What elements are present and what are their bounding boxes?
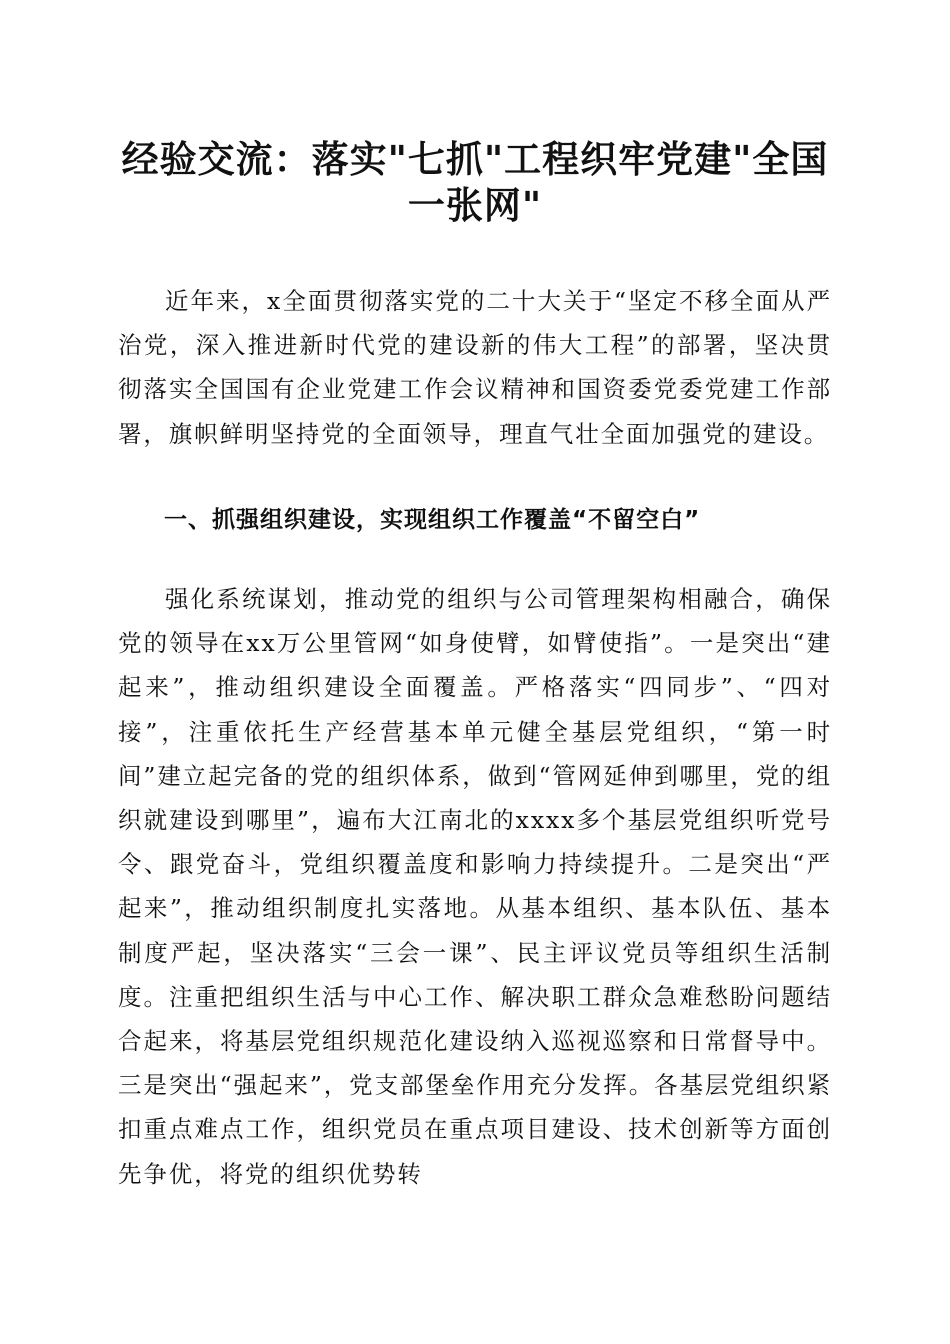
section-heading: 一、抓强组织建设，实现组织工作覆盖“不留空白” bbox=[164, 507, 701, 533]
section-paragraph: 强化系统谋划，推动党的组织与公司管理架构相融合，确保党的领导在xx万公里管网“如身使臂，如臂使指”。一是突出“建起来”，推动组织建设全面覆盖。严格落实“四同步”、“四对接”，注重依托生产经营基本单元健全基层党组织，“第一时间”建立起完备的党的组织体系，做到“管网延伸到哪里，党的组织就建设到哪里”，遍布大江南北的xxxx多个基层党组织听党号令、跟党奋斗，党组织覆盖度和影响力持续提升。二是突出“严起来”，推动组织制度扎实落地。从基本组织、基本队伍、基本制度严起，坚决落实“三会一课”、民主评议党员等组织生活制度。注重把组织生活与中心工作、解决职工群众急难愁盼问题结合起来，将基层党组织规范化建设纳入巡视巡察和日常督导中。三是突出“强起来”，党支部堡垒作用充分发挥。各基层党组织紧扣重点难点工作，组织党员在重点项目建设、技术创新等方面创先争优，将党的组织优势转 bbox=[118, 585, 832, 1188]
document-title: 经验交流：落实"七抓"工程织牢党建"全国一张网" bbox=[121, 137, 829, 227]
intro-paragraph: 近年来，x全面贯彻落实党的二十大关于“坚定不移全面从严治党，深入推进新时代党的建设新的伟大工程”的部署，坚决贯彻落实全国国有企业党建工作会议精神和国资委党委党建工作部署，旗帜鲜明坚持党的全面领导，理直气壮全面加强党的建设。 bbox=[118, 287, 832, 448]
